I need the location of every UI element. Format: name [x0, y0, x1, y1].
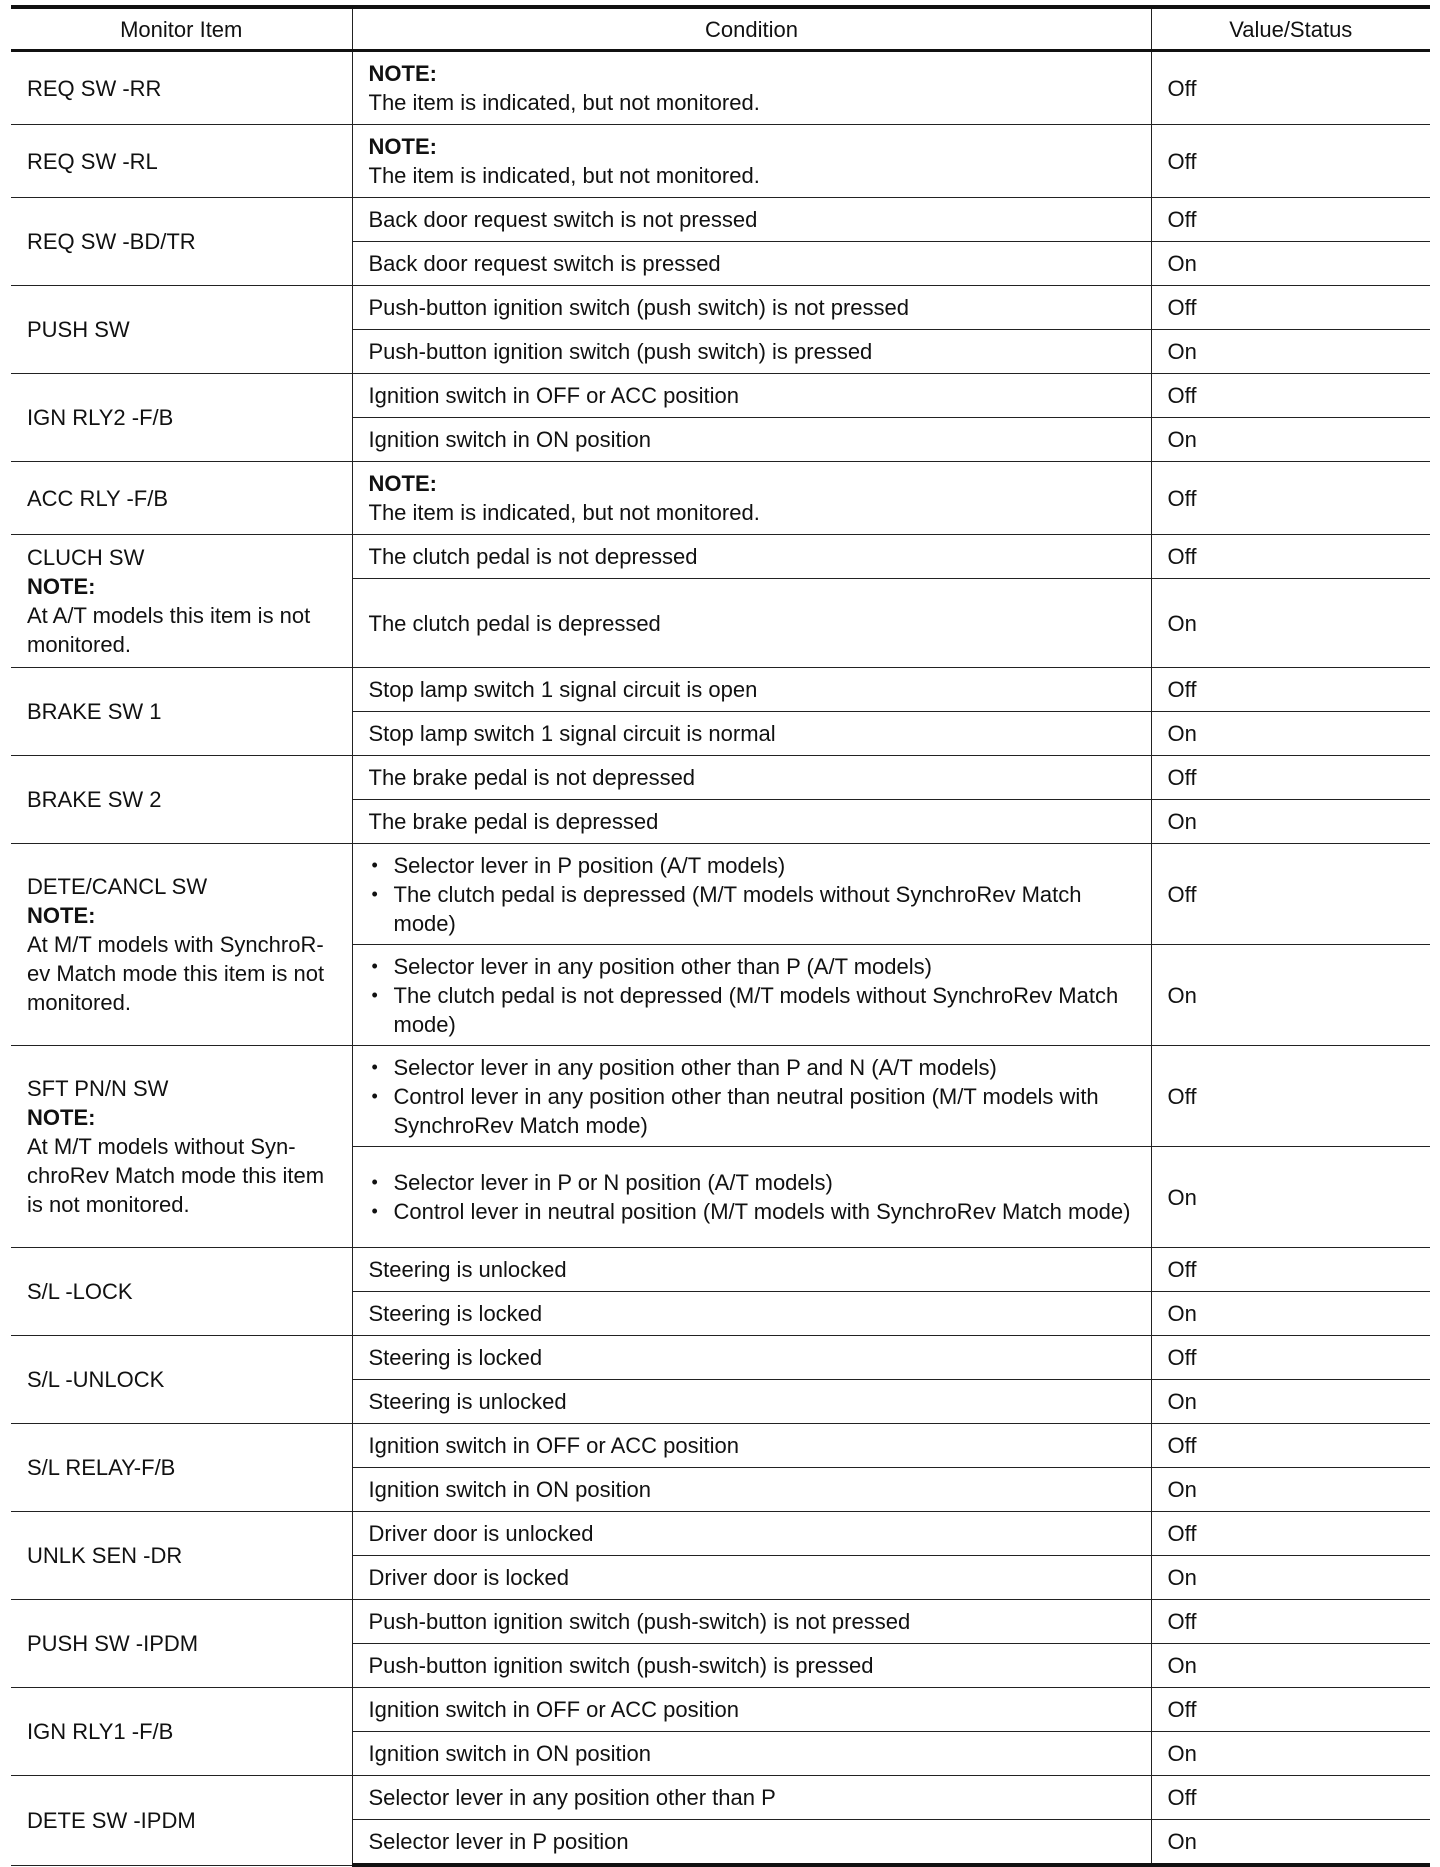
- monitor-item-cell: [11, 1600, 352, 1688]
- value-status-cell: On: [1151, 1468, 1430, 1512]
- value-status-cell: Off: [1151, 844, 1430, 945]
- table-row: [11, 374, 1430, 418]
- monitor-item-table: [11, 5, 1430, 1867]
- value-status-cell: On: [1151, 1147, 1430, 1248]
- value-status-cell: Off: [1151, 198, 1430, 242]
- value-status-cell: Off: [1151, 286, 1430, 330]
- condition-cell: [352, 945, 1151, 1046]
- condition-bullet-list: [369, 1053, 1135, 1140]
- condition-text: Ignition switch in OFF or ACC position: [368, 1697, 739, 1722]
- monitor-item-name: IGN RLY1 -F/B: [27, 1719, 174, 1744]
- condition-cell: [352, 1512, 1151, 1556]
- monitor-item-cell: [11, 51, 352, 125]
- monitor-item-cell: [11, 1046, 352, 1248]
- monitor-item-document: [11, 5, 1430, 1867]
- monitor-item-note-text: At A/T models this item is not monitored.: [27, 603, 311, 657]
- value-status-cell: On: [1151, 800, 1430, 844]
- condition-text: The item is indicated, but not monitored.: [368, 500, 760, 525]
- monitor-item-cell: [11, 756, 352, 844]
- monitor-item-cell: [11, 1512, 352, 1600]
- condition-bullet-item: • Selector lever in any position other than P and N (A/T models): [369, 1053, 1135, 1082]
- monitor-item-name: CLUCH SW: [27, 545, 145, 570]
- condition-bullet-item: • Selector lever in P position (A/T models): [369, 851, 1135, 880]
- condition-cell: [352, 535, 1151, 579]
- monitor-item-name: ACC RLY -F/B: [27, 485, 168, 511]
- condition-bullet-item: • Control lever in neutral position (M/T models with SynchroRev Match mode): [369, 1197, 1135, 1226]
- value-status-cell: On: [1151, 418, 1430, 462]
- value-status-cell: On: [1151, 1292, 1430, 1336]
- table-row: [11, 1248, 1430, 1292]
- value-status-cell: On: [1151, 712, 1430, 756]
- monitor-item-name: PUSH SW -IPDM: [27, 1631, 199, 1656]
- table-body: [11, 51, 1430, 1866]
- value-status-cell: On: [1151, 945, 1430, 1046]
- table-row: [11, 756, 1430, 800]
- monitor-item-name: S/L -LOCK: [27, 1279, 133, 1304]
- condition-cell: [352, 1600, 1151, 1644]
- value-status-cell: Off: [1151, 374, 1430, 418]
- monitor-item-note-text: At M/T models with SynchroR-ev Match mode this item is not monitored.: [27, 932, 325, 1015]
- condition-cell: [352, 1292, 1151, 1336]
- header-value-status: Value/Status: [1151, 7, 1430, 51]
- table-row: [11, 1776, 1430, 1820]
- value-status-cell: On: [1151, 579, 1430, 668]
- condition-text: Back door request switch is pressed: [368, 251, 721, 276]
- condition-text: Push-button ignition switch (push switch) is not pressed: [368, 295, 909, 320]
- value-status-cell: Off: [1151, 125, 1430, 198]
- table-row: [11, 1424, 1430, 1468]
- monitor-item-name: S/L RELAY-F/B: [27, 1455, 176, 1480]
- value-status-cell: Off: [1151, 535, 1430, 579]
- condition-cell: [352, 1336, 1151, 1380]
- value-status-cell: Off: [1151, 1600, 1430, 1644]
- condition-cell: [352, 800, 1151, 844]
- value-status-cell: On: [1151, 1380, 1430, 1424]
- monitor-item-cell: [11, 1336, 352, 1424]
- condition-bullet-item: • Selector lever in any position other than P (A/T models): [369, 952, 1135, 981]
- condition-cell: [352, 198, 1151, 242]
- value-status-cell: Off: [1151, 1512, 1430, 1556]
- condition-cell: [352, 242, 1151, 286]
- monitor-item-name: DETE SW -IPDM: [27, 1807, 196, 1833]
- condition-bullet-list: [369, 851, 1135, 938]
- header-condition: Condition: [352, 7, 1151, 51]
- condition-cell: [352, 756, 1151, 800]
- header-monitor-item: Monitor Item: [11, 7, 352, 51]
- condition-note-label: NOTE:: [368, 134, 437, 159]
- condition-note-label: NOTE:: [368, 61, 437, 86]
- condition-cell: [352, 1688, 1151, 1732]
- condition-cell: [352, 1046, 1151, 1147]
- condition-cell: [352, 125, 1151, 198]
- value-status-cell: Off: [1151, 51, 1430, 125]
- condition-text: The item is indicated, but not monitored.: [368, 90, 760, 115]
- value-status-cell: Off: [1151, 1688, 1430, 1732]
- value-status-cell: Off: [1151, 668, 1430, 712]
- table-row: [11, 462, 1430, 535]
- condition-note-label: NOTE:: [368, 471, 437, 496]
- condition-cell: [352, 51, 1151, 125]
- condition-text: Push-button ignition switch (push-switch) is pressed: [368, 1653, 874, 1678]
- condition-text: The item is indicated, but not monitored.: [368, 163, 760, 188]
- condition-text: Stop lamp switch 1 signal circuit is open: [368, 677, 758, 702]
- condition-text: Stop lamp switch 1 signal circuit is normal: [368, 721, 776, 746]
- condition-cell: [352, 330, 1151, 374]
- monitor-item-cell: [11, 535, 352, 668]
- table-header-row: [11, 7, 1430, 51]
- condition-cell: [352, 1732, 1151, 1776]
- condition-cell: [352, 844, 1151, 945]
- monitor-item-cell: [11, 462, 352, 535]
- condition-cell: [352, 1776, 1151, 1820]
- monitor-item-name: S/L -UNLOCK: [27, 1367, 165, 1392]
- condition-text: Steering is unlocked: [368, 1389, 567, 1414]
- condition-text: Push-button ignition switch (push-switch) is not pressed: [368, 1609, 911, 1634]
- monitor-item-cell: [11, 1424, 352, 1512]
- table-row: [11, 51, 1430, 125]
- value-status-cell: On: [1151, 330, 1430, 374]
- table-row: [11, 1512, 1430, 1556]
- condition-text: Ignition switch in ON position: [368, 427, 651, 452]
- table-row: [11, 844, 1430, 945]
- value-status-cell: Off: [1151, 462, 1430, 535]
- value-status-cell: On: [1151, 1732, 1430, 1776]
- condition-text: Steering is unlocked: [368, 1257, 567, 1282]
- condition-text: Push-button ignition switch (push switch) is pressed: [368, 339, 873, 364]
- monitor-item-cell: [11, 1688, 352, 1776]
- condition-text: Driver door is unlocked: [368, 1521, 594, 1546]
- condition-text: Selector lever in any position other than P: [368, 1785, 776, 1810]
- condition-bullet-list: [369, 1168, 1135, 1226]
- monitor-item-note-text: At M/T models without Syn-chroRev Match mode this item is not monitored.: [27, 1134, 325, 1217]
- table-row: [11, 668, 1430, 712]
- table-row: [11, 1600, 1430, 1644]
- condition-cell: [352, 1248, 1151, 1292]
- condition-text: The brake pedal is depressed: [368, 809, 659, 834]
- condition-cell: [352, 286, 1151, 330]
- table-row: [11, 1336, 1430, 1380]
- condition-text: Ignition switch in OFF or ACC position: [368, 1433, 739, 1458]
- monitor-item-name: IGN RLY2 -F/B: [27, 405, 174, 430]
- value-status-cell: On: [1151, 242, 1430, 286]
- condition-cell: [352, 418, 1151, 462]
- condition-text: Ignition switch in OFF or ACC position: [368, 383, 739, 408]
- condition-text: Selector lever in P position: [368, 1829, 629, 1854]
- monitor-item-name: BRAKE SW 1: [27, 699, 162, 724]
- table-row: [11, 1688, 1430, 1732]
- monitor-item-cell: [11, 1776, 352, 1866]
- condition-bullet-item: • The clutch pedal is not depressed (M/T models without SynchroRev Match mode): [369, 981, 1135, 1039]
- monitor-item-name: REQ SW -RR: [27, 75, 162, 101]
- condition-bullet-item: • Control lever in any position other than neutral position (M/T models with SynchroRev Match mode): [369, 1082, 1135, 1140]
- condition-cell: [352, 1820, 1151, 1866]
- monitor-item-note-label: NOTE:: [27, 1105, 96, 1130]
- condition-text: Back door request switch is not pressed: [368, 207, 758, 232]
- condition-cell: [352, 712, 1151, 756]
- monitor-item-cell: [11, 844, 352, 1046]
- condition-cell: [352, 579, 1151, 668]
- table-row: [11, 535, 1430, 579]
- condition-bullet-item: • The clutch pedal is depressed (M/T models without SynchroRev Match mode): [369, 880, 1135, 938]
- condition-cell: [352, 1380, 1151, 1424]
- value-status-cell: Off: [1151, 756, 1430, 800]
- condition-cell: [352, 668, 1151, 712]
- monitor-item-note-label: NOTE:: [27, 903, 96, 928]
- monitor-item-name: REQ SW -RL: [27, 148, 158, 174]
- condition-text: Steering is locked: [368, 1345, 543, 1370]
- monitor-item-name: UNLK SEN -DR: [27, 1543, 183, 1568]
- value-status-cell: Off: [1151, 1248, 1430, 1292]
- condition-cell: [352, 1147, 1151, 1248]
- monitor-item-name: PUSH SW: [27, 317, 130, 342]
- condition-cell: [352, 1644, 1151, 1688]
- condition-cell: [352, 1468, 1151, 1512]
- monitor-item-cell: [11, 1248, 352, 1336]
- monitor-item-name: SFT PN/N SW: [27, 1076, 169, 1101]
- monitor-item-cell: [11, 374, 352, 462]
- condition-text: Ignition switch in ON position: [368, 1477, 651, 1502]
- table-row: [11, 125, 1430, 198]
- condition-cell: [352, 1424, 1151, 1468]
- condition-cell: [352, 462, 1151, 535]
- condition-text: The clutch pedal is not depressed: [368, 544, 698, 569]
- condition-text: The clutch pedal is depressed: [368, 610, 661, 636]
- value-status-cell: On: [1151, 1556, 1430, 1600]
- value-status-cell: Off: [1151, 1424, 1430, 1468]
- table-row: [11, 286, 1430, 330]
- condition-bullet-item: • Selector lever in P or N position (A/T models): [369, 1168, 1135, 1197]
- monitor-item-name: DETE/CANCL SW: [27, 874, 208, 899]
- condition-cell: [352, 1556, 1151, 1600]
- monitor-item-cell: [11, 668, 352, 756]
- monitor-item-name: REQ SW -BD/TR: [27, 229, 196, 254]
- value-status-cell: Off: [1151, 1776, 1430, 1820]
- monitor-item-name: BRAKE SW 2: [27, 787, 162, 812]
- monitor-item-cell: [11, 198, 352, 286]
- condition-text: The brake pedal is not depressed: [368, 765, 696, 790]
- condition-text: Driver door is locked: [368, 1565, 570, 1590]
- condition-cell: [352, 374, 1151, 418]
- condition-text: Ignition switch in ON position: [368, 1741, 651, 1766]
- table-row: [11, 198, 1430, 242]
- value-status-cell: Off: [1151, 1046, 1430, 1147]
- condition-bullet-list: [369, 952, 1135, 1039]
- value-status-cell: Off: [1151, 1336, 1430, 1380]
- value-status-cell: On: [1151, 1820, 1430, 1866]
- table-row: [11, 1046, 1430, 1147]
- value-status-cell: On: [1151, 1644, 1430, 1688]
- condition-text: Steering is locked: [368, 1301, 543, 1326]
- monitor-item-cell: [11, 125, 352, 198]
- monitor-item-cell: [11, 286, 352, 374]
- monitor-item-note-label: NOTE:: [27, 574, 96, 599]
